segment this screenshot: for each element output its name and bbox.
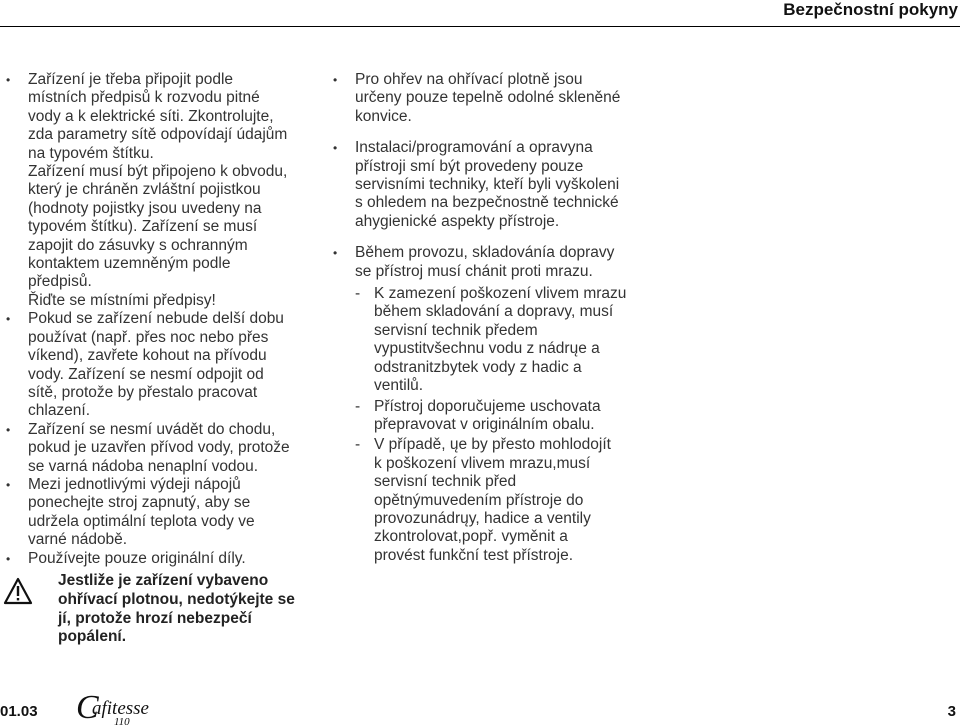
warning-line: Jestliže je zařízení vybaveno	[58, 572, 269, 589]
text-line: zapojit do zásuvky s ochranným	[28, 236, 248, 254]
warning-line: jí, protože hrozí nebezpečí	[58, 609, 252, 627]
warning-text	[58, 572, 308, 647]
left-column	[6, 71, 310, 568]
bullet-marker: •	[333, 246, 338, 261]
text-line: Zařízení musí být připojeno k obvodu,	[28, 163, 288, 181]
bullet-marker: •	[333, 73, 338, 87]
text-line: Pokud se zařízení nebude delší dobu	[28, 310, 284, 328]
sub-list-item	[355, 285, 645, 395]
text-line: udržela optimální teplota vody ve	[28, 512, 255, 530]
text-line: s ohledem na bezpečnostně technické	[355, 194, 619, 212]
text-line: Zařízení se nesmí uvádět do chodu,	[28, 420, 276, 438]
text-line: víkend), zavřete kohout na přívodu	[28, 347, 267, 365]
bullet-item	[6, 310, 310, 420]
text-line: (hodnoty pojistky jsou uvedeny na	[28, 199, 262, 217]
bullet-marker: •	[6, 73, 11, 87]
bullet-item	[6, 71, 310, 310]
text-line: místních předpisů k rozvodu pitné	[28, 89, 260, 107]
bullet-marker: •	[6, 477, 11, 492]
bullet-marker: •	[6, 422, 11, 437]
text-line: používat (např. přes noc nebo přes	[28, 328, 269, 346]
text-line: vody a k elektrické síti. Zkontrolujte,	[28, 107, 274, 125]
sub-list	[355, 285, 645, 565]
bullet-item	[6, 549, 310, 568]
bullet-item	[333, 244, 645, 565]
text-line: sítě, protože by přestalo pracovat	[28, 383, 258, 401]
dash-marker: -	[355, 285, 361, 303]
text-line: provozunádrųy, hadice a ventily	[374, 509, 591, 527]
text-line: V případě, ųe by přesto mohlodojít	[374, 436, 611, 454]
text-line: Řiďte se místními předpisy!	[28, 291, 216, 309]
text-line: k poškození vlivem mrazu,musí	[374, 454, 591, 472]
text-line: provést funkční test přístroje.	[374, 546, 574, 564]
text-line: přístroji smí být provedeny pouze	[355, 157, 584, 175]
warning-line: ohřívací plotnou, nedotýkejte se	[58, 590, 295, 608]
cafitesse-logo	[74, 688, 154, 726]
page-header-title: Bezpečnostní pokyny	[783, 0, 958, 19]
text-line: kontaktem uzemněným podle	[28, 255, 231, 273]
dash-marker: -	[355, 436, 361, 454]
text-line: Pro ohřev na ohřívací plotně jsou	[355, 71, 583, 88]
logo-model-number: 110	[114, 716, 130, 726]
text-line: pokud je uzavřen přívod vody, protože	[28, 439, 290, 457]
warning-line: popálení.	[58, 628, 127, 646]
text-line: vypustitvšechnu vodu z nádrųe a	[374, 340, 600, 358]
bullet-item	[6, 420, 310, 476]
text-line: se varná nádoba nenaplní vodou.	[28, 457, 259, 475]
text-line: konvice.	[355, 107, 412, 125]
bullet-item	[333, 71, 645, 126]
text-line: zkontrolovat,popř. vyměnit a	[374, 528, 568, 546]
bullet-item	[6, 475, 310, 550]
text-line: přepravovat v originálním obalu.	[374, 415, 595, 433]
text-line: ponechejte stroj zapnutý, aby se	[28, 494, 251, 512]
dash-marker: -	[355, 397, 361, 415]
header-divider	[0, 26, 960, 27]
text-line: chlazení.	[28, 402, 91, 420]
logo-wordmark: afitesse	[92, 698, 149, 719]
text-line: zda parametry sítě odpovídají údajům	[28, 126, 288, 144]
footer-date: 01.03	[0, 703, 38, 720]
logo-initial: C	[76, 689, 99, 726]
bullet-item	[333, 139, 645, 231]
warning-triangle-icon	[3, 577, 33, 605]
text-line: opětnýmuvedením přístroje do	[374, 491, 584, 509]
text-line: se přístroj musí chánit proti mrazu.	[355, 262, 593, 280]
text-line: typovém štítku). Zařízení se musí	[28, 218, 258, 236]
text-line: Používejte pouze originální díly.	[28, 549, 246, 567]
text-line: vody. Zařízení se nesmí odpojit od	[28, 365, 264, 383]
bullet-marker: •	[333, 141, 338, 156]
text-line: Mezi jednotlivými výdeji nápojů	[28, 475, 241, 493]
bullet-marker: •	[6, 551, 11, 566]
text-line: servisní technik před	[374, 473, 517, 491]
text-line: určeny pouze tepelně odolné skleněné	[355, 89, 621, 107]
text-line: který je chráněn zvláštní pojistkou	[28, 181, 261, 199]
text-line: ventilů.	[374, 377, 424, 395]
text-line: předpisů.	[28, 273, 92, 291]
text-line: varné nádobě.	[28, 531, 128, 549]
text-line: Přístroj doporučujeme uschovata	[374, 397, 601, 415]
text-line: ahygienické aspekty přístroje.	[355, 212, 560, 230]
right-column	[333, 71, 645, 565]
text-line: Zařízení je třeba připojit podle	[28, 71, 234, 88]
text-line: odstranitzbytek vody z hadic a	[374, 358, 582, 376]
text-line: během skladování a dopravy, musí	[374, 303, 614, 321]
page-number: 3	[947, 703, 956, 720]
text-line: servisní technik předem	[374, 321, 538, 339]
text-line: Instalaci/programování a opravyna	[355, 139, 593, 157]
sub-list-item	[355, 436, 645, 565]
text-line: servisními techniky, kteří byli vyškoleni	[355, 176, 620, 194]
bullet-marker: •	[6, 312, 11, 327]
sub-list-item	[355, 398, 645, 435]
text-line: na typovém štítku.	[28, 144, 154, 162]
text-line: K zamezení poškození vlivem mrazu	[374, 285, 627, 303]
text-line: Během provozu, skladovánía dopravy	[355, 244, 615, 262]
